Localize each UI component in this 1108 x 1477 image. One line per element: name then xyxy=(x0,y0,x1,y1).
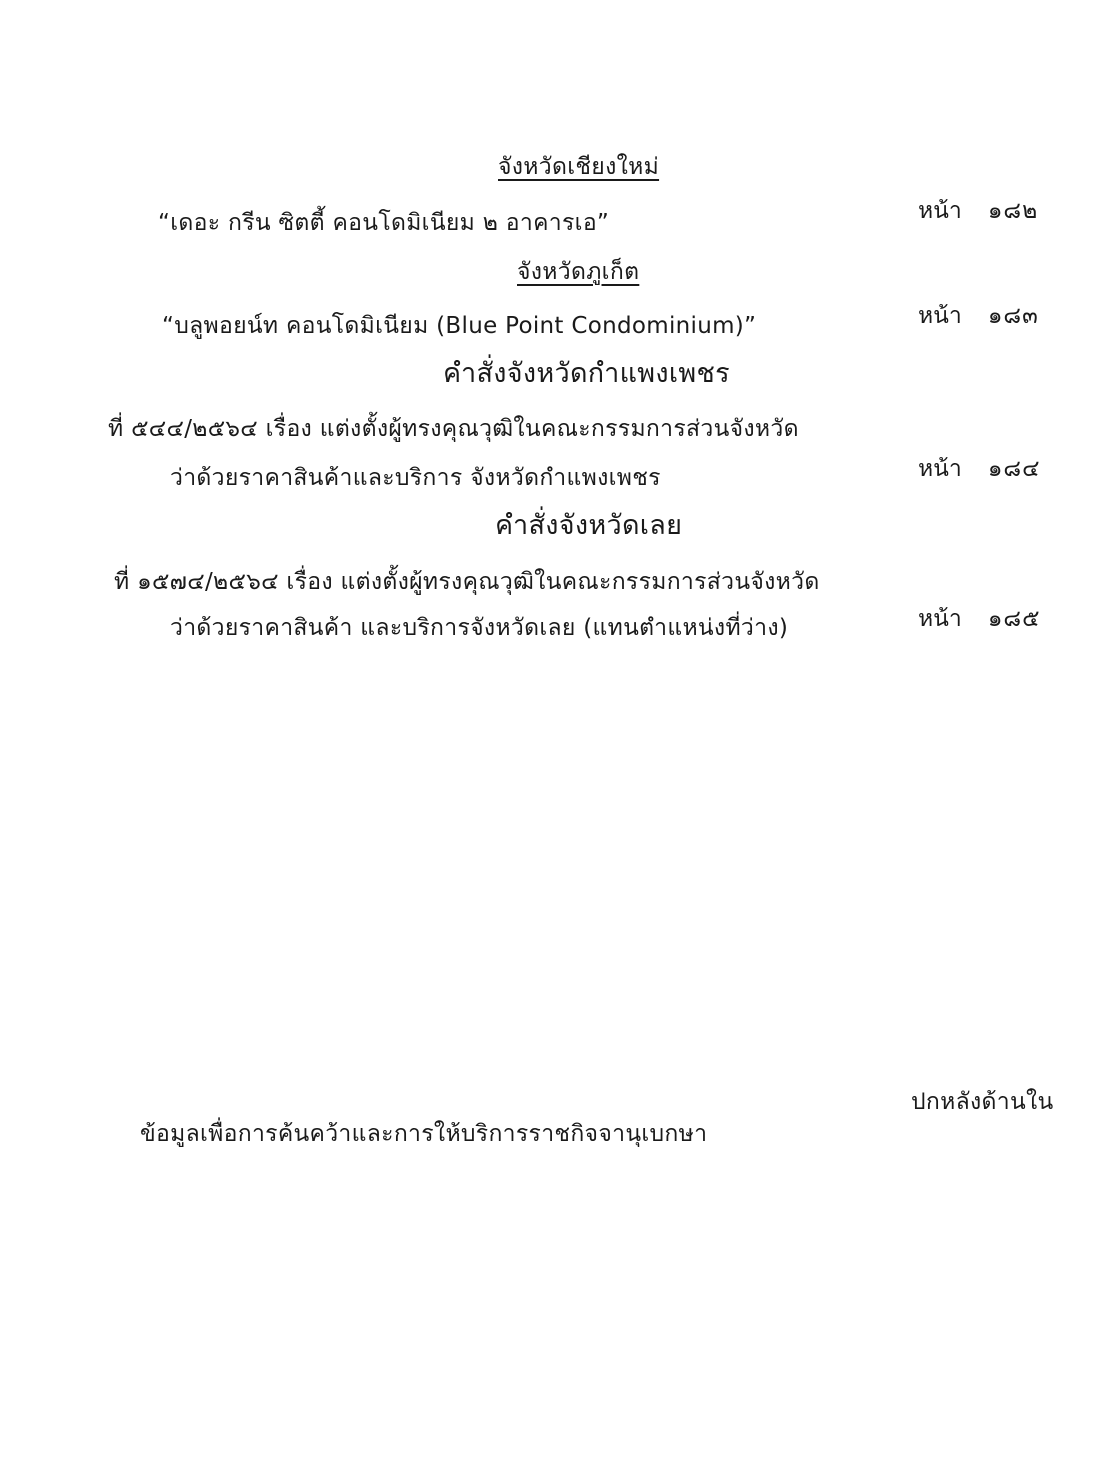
footer-right-text: ปกหลังด้านใน xyxy=(911,1089,1054,1115)
page-ref-182 xyxy=(918,195,1038,227)
entry-line-kamphaeng-phet-1: ที่ ๕๔๔/๒๕๖๔ เรื่อง แต่งตั้งผู้ทรงคุณวุฒิในคณะกรรมการส่วนจังหวัด xyxy=(108,416,799,442)
entry-line-loei-1: ที่ ๑๕๗๔/๒๕๖๔ เรื่อง แต่งตั้งผู้ทรงคุณวุฒิในคณะกรรมการส่วนจังหวัด xyxy=(114,569,820,595)
page-ref-183 xyxy=(918,300,1039,332)
section-heading-kamphaeng-phet-order: คำสั่งจังหวัดกำแพงเพชร xyxy=(443,358,730,389)
page-ref-184 xyxy=(918,453,1041,485)
footer-note: ข้อมูลเพื่อการค้นคว้าและการให้บริการราชกิจจานุเบกษา xyxy=(140,1121,708,1147)
page-label: หน้า xyxy=(918,303,962,329)
entry-line-loei-2: ว่าด้วยราคาสินค้า และบริการจังหวัดเลย (แทนตำแหน่งที่ว่าง) xyxy=(170,615,789,641)
page-number: ๑๘๓ xyxy=(987,303,1039,329)
page-label: หน้า xyxy=(918,606,962,632)
page-label: หน้า xyxy=(918,456,962,482)
page-number: ๑๘๒ xyxy=(987,198,1039,224)
entry-line-kamphaeng-phet-2: ว่าด้วยราคาสินค้าและบริการ จังหวัดกำแพงเพชร xyxy=(170,465,661,491)
page-number: ๑๘๔ xyxy=(987,456,1041,482)
page-ref-185 xyxy=(918,603,1041,635)
section-heading-chiang-mai: จังหวัดเชียงใหม่ xyxy=(498,154,660,180)
entry-title-green-city: “เดอะ กรีน ซิตตี้ คอนโดมิเนียม ๒ อาคารเอ” xyxy=(158,210,610,236)
page-number: ๑๘๕ xyxy=(987,606,1041,632)
section-heading-loei-order: คำสั่งจังหวัดเลย xyxy=(495,510,683,541)
page-label: หน้า xyxy=(918,198,962,224)
entry-title-blue-point: “บลูพอยน์ท คอนโดมิเนียม (Blue Point Condominium)” xyxy=(162,313,757,339)
section-heading-phuket: จังหวัดภูเก็ต xyxy=(517,259,640,285)
